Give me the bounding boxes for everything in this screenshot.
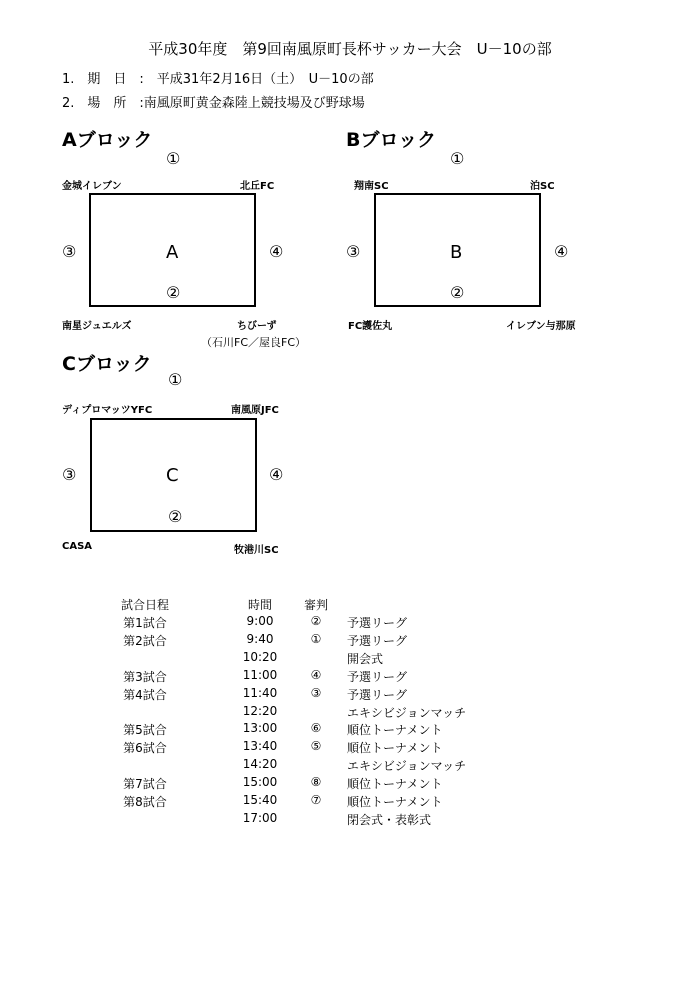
schedule-description: 予選リーグ <box>347 616 408 630</box>
position-right: ④ <box>269 465 284 484</box>
schedule-referee: ⑥ <box>310 721 322 735</box>
team-top-left: 金城イレブン <box>62 181 122 192</box>
position-right: ④ <box>269 242 284 261</box>
position-right: ④ <box>554 242 569 261</box>
schedule-description: 順位トーナメント <box>347 723 443 737</box>
block-title: Aブロック <box>62 129 153 151</box>
position-left: ③ <box>62 242 77 261</box>
team-top-left: 翔南SC <box>354 181 389 192</box>
team-bottom-left: CASA <box>62 541 93 552</box>
position-bottom: ② <box>450 283 465 302</box>
team-top-left: ディプロマッツYFC <box>62 405 153 416</box>
header-time: 時間 <box>247 598 272 612</box>
team-bottom-right: イレブン与那原 <box>506 321 576 332</box>
schedule-time: 13:00 <box>242 721 278 735</box>
team-note: （石川FC／屋良FC） <box>201 336 307 349</box>
schedule-game: 第5試合 <box>123 723 167 737</box>
team-top-right: 北丘FC <box>240 181 275 192</box>
schedule-time: 15:40 <box>242 793 278 807</box>
team-bottom-right: 牧港川SC <box>234 545 279 556</box>
team-bottom-right: ちびーず <box>237 321 277 332</box>
schedule-description: 予選リーグ <box>347 670 408 684</box>
schedule-description: エキシビジョンマッチ <box>347 759 467 773</box>
schedule-description: 閉会式・表彰式 <box>347 813 432 827</box>
schedule-time: 9:40 <box>246 632 274 646</box>
schedule-referee: ⑤ <box>310 739 322 753</box>
schedule-game: 第7試合 <box>123 777 167 791</box>
position-left: ③ <box>62 465 77 484</box>
schedule-time: 14:20 <box>242 757 278 771</box>
schedule-description: 開会式 <box>347 652 384 666</box>
schedule-referee: ① <box>310 632 322 646</box>
position-bottom: ② <box>166 283 181 302</box>
position-bottom: ② <box>168 507 183 526</box>
info-venue: 2. 場 所 :南風原町黄金森陸上競技場及び野球場 <box>62 96 365 111</box>
schedule-referee: ⑧ <box>310 775 322 789</box>
schedule-description: 予選リーグ <box>347 634 408 648</box>
position-left: ③ <box>346 242 361 261</box>
block-letter: A <box>166 242 179 263</box>
block-title: Bブロック <box>346 129 437 151</box>
schedule-referee: ⑦ <box>310 793 322 807</box>
schedule-referee: ② <box>310 614 322 628</box>
schedule-game: 第2試合 <box>123 634 167 648</box>
schedule-game: 第3試合 <box>123 670 167 684</box>
schedule-description: エキシビジョンマッチ <box>347 706 467 720</box>
team-bottom-left: FC護佐丸 <box>348 321 393 332</box>
team-top-right: 南風原JFC <box>231 405 279 416</box>
header-game: 試合日程 <box>120 598 169 612</box>
block-letter: B <box>450 242 463 263</box>
schedule-referee: ④ <box>310 668 322 682</box>
team-top-right: 泊SC <box>530 181 555 192</box>
position-top: ① <box>166 149 181 168</box>
schedule-time: 10:20 <box>242 650 278 664</box>
position-top: ① <box>168 370 183 389</box>
schedule-game: 第8試合 <box>123 795 167 809</box>
team-bottom-left: 南星ジュエルズ <box>62 321 132 332</box>
schedule-time: 13:40 <box>242 739 278 753</box>
schedule-game: 第4試合 <box>123 688 167 702</box>
schedule-game: 第1試合 <box>123 616 167 630</box>
block-title: Cブロック <box>62 353 152 375</box>
info-date: 1. 期 日 : 平成31年2月16日（土） U－10の部 <box>62 72 374 87</box>
header-ref: 審判 <box>303 598 328 612</box>
schedule-description: 順位トーナメント <box>347 795 443 809</box>
block-letter: C <box>166 465 179 486</box>
schedule-time: 9:00 <box>246 614 274 628</box>
schedule-time: 11:00 <box>242 668 278 682</box>
schedule-time: 11:40 <box>242 686 278 700</box>
schedule-time: 12:20 <box>242 704 278 718</box>
schedule-description: 順位トーナメント <box>347 741 443 755</box>
schedule-description: 予選リーグ <box>347 688 408 702</box>
position-top: ① <box>450 149 465 168</box>
schedule-game: 第6試合 <box>123 741 167 755</box>
page-title: 平成30年度 第9回南風原町長杯サッカー大会 U－10の部 <box>148 40 552 58</box>
schedule-time: 15:00 <box>242 775 278 789</box>
schedule-time: 17:00 <box>242 811 278 825</box>
schedule-referee: ③ <box>310 686 322 700</box>
schedule-description: 順位トーナメント <box>347 777 443 791</box>
